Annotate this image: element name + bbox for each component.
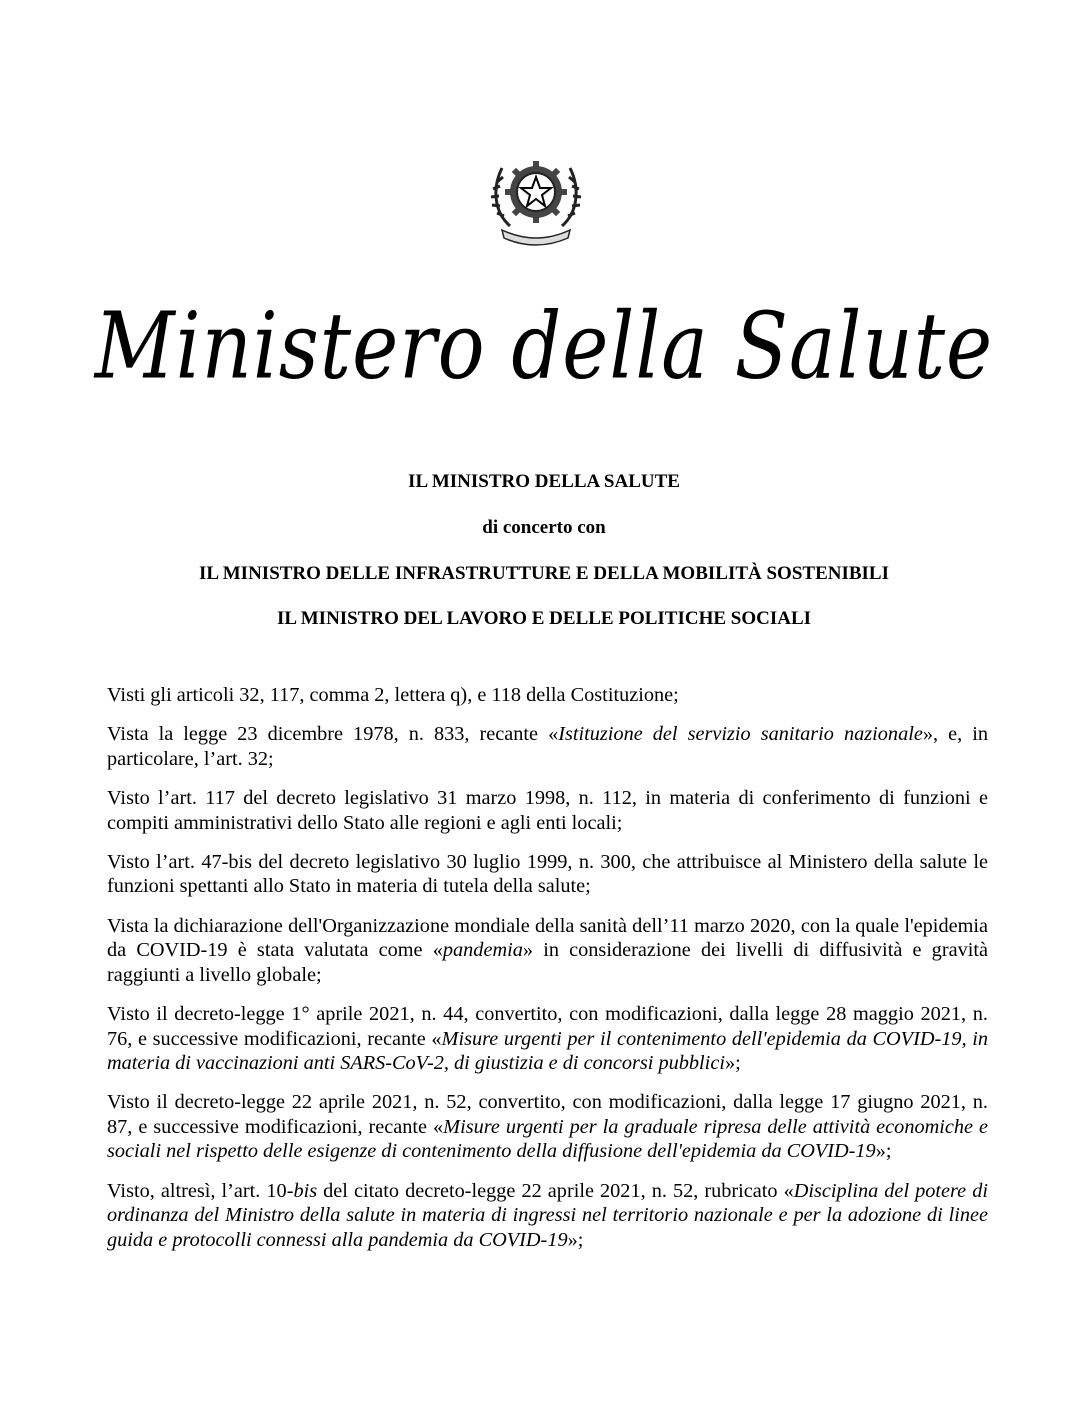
paragraph-dl-52: Visto il decreto-legge 22 aprile 2021, n. 52, convertito, con modificazioni, dalla legge 17 giugno 2021, n. 87, e successive modificazioni, recante «Misure urgenti per la graduale ripresa delle attività economiche e sociali nel rispetto delle esigenze di contenimento della diffusione dell'epidemia da COVID-19»; xyxy=(107,1091,988,1163)
document-body xyxy=(107,683,988,1267)
paragraph-dlgs-300: Visto l’art. 47-bis del decreto legislativo 30 luglio 1999, n. 300, che attribuisce al Ministero della salute le funzioni spettanti allo Stato in materia di tutela della salute; xyxy=(107,850,988,898)
heading-minister-infrastructure: IL MINISTRO DELLE INFRASTRUTTURE E DELLA MOBILITÀ SOSTENIBILI xyxy=(198,563,889,584)
paragraph-art-10-bis: Visto, altresì, l’art. 10-bis del citato decreto-legge 22 aprile 2021, n. 52, rubricato «Disciplina del potere di ordinanza del Ministro della salute in materia di ingressi nel territorio nazionale e per la adozione di linee guida e protocolli connessi alla pandemia da COVID-19»; xyxy=(107,1179,988,1251)
republic-emblem-icon xyxy=(488,146,584,246)
paragraph-dlgs-112: Visto l’art. 117 del decreto legislativo 31 marzo 1998, n. 112, in materia di conferimento di funzioni e compiti amministrativi dello Stato alle regioni e agli enti locali; xyxy=(107,786,988,834)
paragraph-costituzione: Visti gli articoli 32, 117, comma 2, lettera q), e 118 della Costituzione; xyxy=(107,684,679,706)
heading-minister-labour: IL MINISTRO DEL LAVORO E DELLE POLITICHE SOCIALI xyxy=(276,608,812,629)
paragraph-dl-44: Visto il decreto-legge 1° aprile 2021, n. 44, convertito, con modificazioni, dalla legge 28 maggio 2021, n. 76, e successive modificazioni, recante «Misure urgenti per il contenimento dell'epidemia da COVID-19, in materia di vaccinazioni anti SARS-CoV-2, di giustizia e di concorsi pubblici»; xyxy=(107,1002,988,1075)
ministry-name-title: Ministero della Salute xyxy=(94,293,994,401)
heading-minister-health: IL MINISTRO DELLA SALUTE xyxy=(408,471,680,492)
heading-di-concerto: di concerto con xyxy=(482,517,606,538)
paragraph-legge-833: Vista la legge 23 dicembre 1978, n. 833, recante «Istituzione del servizio sanitario nazionale», e, in particolare, l’art. 32; xyxy=(107,723,988,770)
paragraph-oms-pandemia: Vista la dichiarazione dell'Organizzazione mondiale della sanità dell’11 marzo 2020, con la quale l'epidemia da COVID-19 è stata valutata come «pandemia» in considerazione dei livelli di diffusività e gravità raggiunti a livello globale; xyxy=(107,914,988,986)
